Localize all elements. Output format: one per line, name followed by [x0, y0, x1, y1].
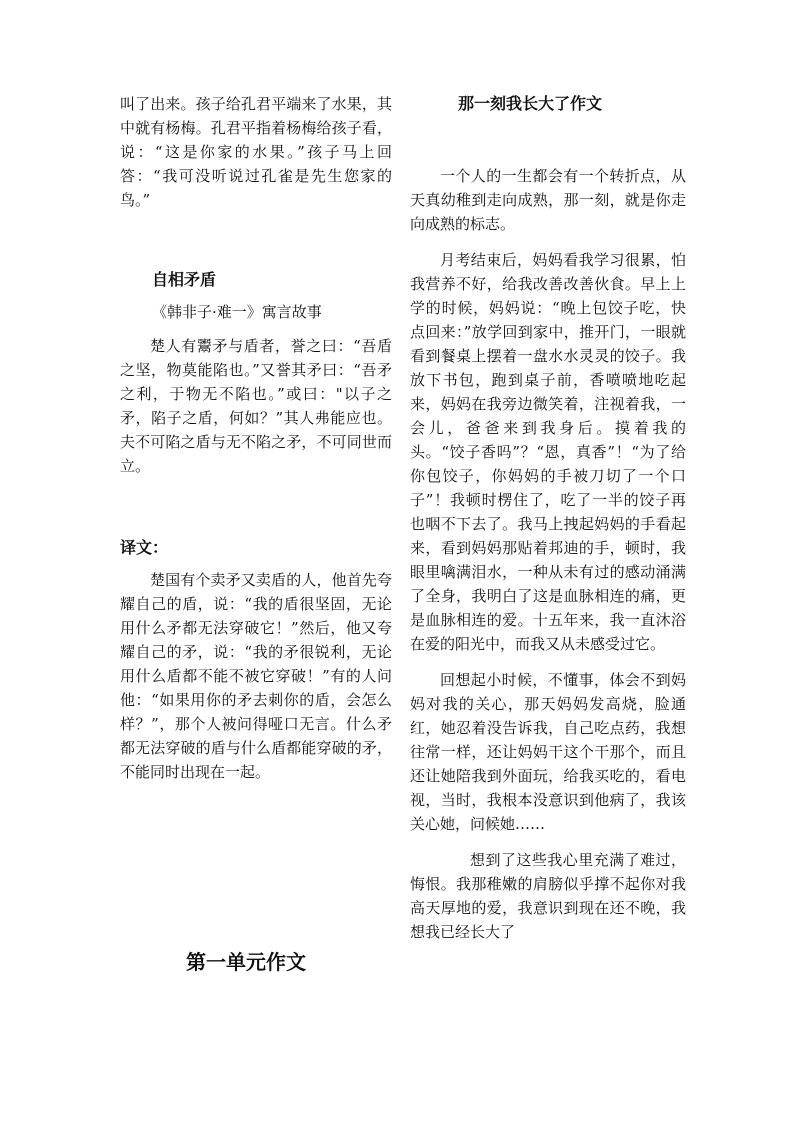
translation-label: 译文：	[120, 538, 169, 557]
essay-paragraph: 月考结束后，妈妈看我学习很累，怕我营养不好，给我改善改善伙食。早上上学的时候，妈妈说：“晚上包饺子吃，快点回来：”放学回到家中，推开门，一眼就看到餐桌上摆着一盘水水灵灵的饺子。我放下书包，跑到桌子前，香喷喷地吃起来，妈妈在我旁边微笑着，注视着我，一会儿，爸爸来到我身后。摸着我的头。“饺子香吗”？“恩，真香”！“为了给你包饺子，你妈妈的手被刀切了一个口子”！我顿时楞住了，吃了一半的饺子再也咽不下去了。我马上拽起妈妈的手看起来，看到妈妈那贴着邦迪的手，顿时，我眼里噙满泪水，一种从未有过的感动涌满了全身，我明白了这是血脉相连的痛，更是血脉相连的爱。十五年来，我一直沐浴在爱的阳光中，而我又从未感受过它。	[410, 251, 686, 653]
essay-paragraph: 一个人的一生都会有一个转折点，从天真幼稚到走向成熟，那一刻，就是你走向成熟的标志。	[410, 167, 686, 233]
right-column	[410, 92, 686, 944]
anecdote-paragraph: 叫了出来。孩子给孔君平端来了水果，其中就有杨梅。孔君平指着杨梅给孩子看，说：“这是你家的水果。”孩子马上回答：“我可没听说过孔雀是先生您家的鸟。”	[120, 95, 392, 209]
fable-source: 《韩非子·难一》寓言故事	[152, 303, 322, 321]
translation-text: 楚国有个卖矛又卖盾的人，他首先夸耀自己的盾，说：“我的盾很坚固，无论用什么矛都无法穿破它！”然后，他又夸耀自己的矛，说：“我的矛很锐利，无论用什么盾都不能不被它穿破！”有的人问他：“如果用你的矛去刺你的盾，会怎么样？”，那个人被问得哑口无言。什么矛都无法穿破的盾与什么盾都能穿破的矛，不能同时出现在一起。	[120, 571, 392, 781]
essay-title: 那一刻我长大了作文	[458, 94, 603, 113]
left-column	[120, 92, 392, 976]
essay-paragraph: 想到了这些我心里充满了难过，悔恨。我那稚嫩的肩膀似乎撑不起你对我高天厚地的爱，我意识到现在还不晚，我想我已经长大了	[410, 851, 686, 941]
essay-paragraph: 回想起小时候，不懂事，体会不到妈妈对我的关心，那天妈妈发高烧，脸通红，她忍着没告诉我，自己吃点药，我想往常一样，还让妈妈干这个干那个，而且还让她陪我到外面玩，给我买吃的，看电视，当时，我根本没意识到他病了，我该关心她，问候她……	[410, 671, 686, 833]
fable-title: 自相矛盾	[152, 270, 217, 289]
fable-text: 楚人有鬻矛与盾者，誉之曰：“吾盾之坚，物莫能陷也。”又誉其矛曰：“吾矛之利，于物无不陷也。”或曰："以子之矛，陷子之盾，何如？”其人弗能应也。夫不可陷之盾与无不陷之矛，不可同世而立。	[120, 337, 392, 475]
unit-title: 第一单元作文	[186, 950, 306, 974]
